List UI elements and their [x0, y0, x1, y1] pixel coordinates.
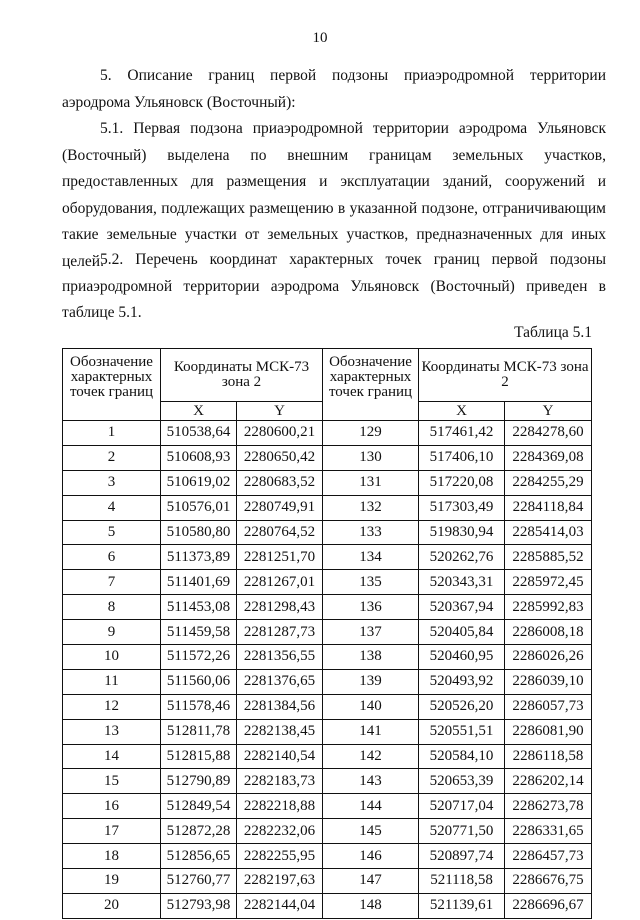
table-row: [63, 819, 592, 844]
cell-point-right: 129: [323, 421, 419, 446]
cell-x-left: 512811,78: [161, 719, 237, 744]
header-coords-left: Координаты МСК-73 зона 2: [161, 349, 323, 402]
cell-y-left: 2282255,95: [237, 844, 323, 869]
header-coords-right: Координаты МСК-73 зона 2: [419, 349, 592, 402]
cell-y-right: 2286696,67: [505, 893, 592, 918]
table-row: [63, 545, 592, 570]
cell-x-left: 511401,69: [161, 570, 237, 595]
cell-y-left: 2281251,70: [237, 545, 323, 570]
cell-x-right: 520653,39: [419, 769, 505, 794]
table-body: [63, 421, 592, 919]
cell-x-right: 517406,10: [419, 445, 505, 470]
cell-point-left: 12: [63, 694, 161, 719]
cell-y-right: 2286457,73: [505, 844, 592, 869]
table-row: [63, 421, 592, 446]
cell-y-left: 2280764,52: [237, 520, 323, 545]
cell-point-right: 146: [323, 844, 419, 869]
cell-y-right: 2286273,78: [505, 794, 592, 819]
table-row: [63, 869, 592, 894]
table-row: [63, 719, 592, 744]
cell-x-left: 512856,65: [161, 844, 237, 869]
cell-y-left: 2282197,63: [237, 869, 323, 894]
cell-y-left: 2281384,56: [237, 694, 323, 719]
cell-y-left: 2282138,45: [237, 719, 323, 744]
table-caption: Таблица 5.1: [514, 324, 592, 341]
table-row: [63, 520, 592, 545]
cell-x-right: 520460,95: [419, 645, 505, 670]
section-heading-text: 5. Описание границ первой подзоны приаэродромной территории аэродрома Ульяновск (Восточный):: [62, 67, 606, 111]
cell-x-left: 511373,89: [161, 545, 237, 570]
header-point-right: Обозначение характерных точек границ: [323, 349, 419, 421]
cell-y-left: 2281376,65: [237, 669, 323, 694]
cell-point-left: 5: [63, 520, 161, 545]
cell-x-left: 512872,28: [161, 819, 237, 844]
cell-y-right: 2286008,18: [505, 620, 592, 645]
cell-point-right: 135: [323, 570, 419, 595]
cell-point-right: 136: [323, 595, 419, 620]
cell-y-right: 2286026,26: [505, 645, 592, 670]
cell-point-right: 137: [323, 620, 419, 645]
cell-x-left: 512760,77: [161, 869, 237, 894]
cell-point-left: 4: [63, 495, 161, 520]
cell-y-left: 2281298,43: [237, 595, 323, 620]
cell-x-left: 512790,89: [161, 769, 237, 794]
cell-x-right: 519830,94: [419, 520, 505, 545]
table-row: [63, 620, 592, 645]
cell-x-right: 520367,94: [419, 595, 505, 620]
cell-y-right: 2285414,03: [505, 520, 592, 545]
cell-point-left: 13: [63, 719, 161, 744]
cell-point-left: 16: [63, 794, 161, 819]
cell-y-right: 2286331,65: [505, 819, 592, 844]
cell-y-left: 2282144,04: [237, 893, 323, 918]
cell-y-left: 2280600,21: [237, 421, 323, 446]
cell-x-left: 510608,93: [161, 445, 237, 470]
cell-point-right: 143: [323, 769, 419, 794]
cell-y-left: 2280749,91: [237, 495, 323, 520]
cell-y-right: 2285992,83: [505, 595, 592, 620]
cell-point-left: 10: [63, 645, 161, 670]
table-row: [63, 570, 592, 595]
cell-x-right: 520262,76: [419, 545, 505, 570]
cell-x-left: 510580,80: [161, 520, 237, 545]
table-row: [63, 470, 592, 495]
cell-y-left: 2282140,54: [237, 744, 323, 769]
cell-x-left: 511578,46: [161, 694, 237, 719]
cell-y-left: 2282218,88: [237, 794, 323, 819]
cell-point-right: 138: [323, 645, 419, 670]
cell-y-right: 2286118,58: [505, 744, 592, 769]
cell-point-left: 2: [63, 445, 161, 470]
cell-y-right: 2285885,52: [505, 545, 592, 570]
cell-x-left: 511453,08: [161, 595, 237, 620]
header-y-right: Y: [505, 402, 592, 421]
cell-point-left: 15: [63, 769, 161, 794]
cell-y-right: 2286057,73: [505, 694, 592, 719]
cell-x-right: 517303,49: [419, 495, 505, 520]
cell-point-right: 142: [323, 744, 419, 769]
cell-x-right: 521139,61: [419, 893, 505, 918]
cell-point-right: 140: [323, 694, 419, 719]
cell-point-right: 141: [323, 719, 419, 744]
cell-x-right: 520405,84: [419, 620, 505, 645]
cell-point-right: 131: [323, 470, 419, 495]
cell-point-left: 18: [63, 844, 161, 869]
cell-point-left: 19: [63, 869, 161, 894]
paragraph-5-2: [62, 247, 606, 327]
cell-y-right: 2284369,08: [505, 445, 592, 470]
cell-x-left: 510576,01: [161, 495, 237, 520]
cell-y-left: 2280683,52: [237, 470, 323, 495]
cell-point-left: 7: [63, 570, 161, 595]
cell-point-left: 3: [63, 470, 161, 495]
header-point-left: Обозначение характерных точек границ: [63, 349, 161, 421]
cell-x-right: 520551,51: [419, 719, 505, 744]
cell-x-right: 520343,31: [419, 570, 505, 595]
cell-x-right: 520897,74: [419, 844, 505, 869]
cell-point-right: 139: [323, 669, 419, 694]
cell-point-left: 8: [63, 595, 161, 620]
cell-point-right: 144: [323, 794, 419, 819]
table-row: [63, 769, 592, 794]
cell-point-right: 132: [323, 495, 419, 520]
cell-y-right: 2286676,75: [505, 869, 592, 894]
cell-x-right: 520584,10: [419, 744, 505, 769]
cell-y-left: 2282232,06: [237, 819, 323, 844]
cell-point-left: 11: [63, 669, 161, 694]
cell-y-left: 2281356,55: [237, 645, 323, 670]
cell-x-left: 510538,64: [161, 421, 237, 446]
cell-point-right: 134: [323, 545, 419, 570]
header-x-left: X: [161, 402, 237, 421]
cell-point-left: 17: [63, 819, 161, 844]
cell-point-right: 147: [323, 869, 419, 894]
cell-point-left: 14: [63, 744, 161, 769]
cell-x-left: 511572,26: [161, 645, 237, 670]
cell-point-right: 130: [323, 445, 419, 470]
table-row: [63, 445, 592, 470]
cell-y-right: 2284118,84: [505, 495, 592, 520]
cell-x-right: 520771,50: [419, 819, 505, 844]
page-number: 10: [312, 30, 328, 46]
header-x-right: X: [419, 402, 505, 421]
cell-y-right: 2284255,29: [505, 470, 592, 495]
cell-x-left: 512849,54: [161, 794, 237, 819]
header-y-left: Y: [237, 402, 323, 421]
cell-x-left: 511560,06: [161, 669, 237, 694]
cell-x-right: 520717,04: [419, 794, 505, 819]
cell-y-right: 2285972,45: [505, 570, 592, 595]
cell-x-right: 520493,92: [419, 669, 505, 694]
cell-point-right: 148: [323, 893, 419, 918]
coordinates-table: [62, 348, 592, 919]
cell-y-right: 2286039,10: [505, 669, 592, 694]
table-row: [63, 744, 592, 769]
cell-point-left: 9: [63, 620, 161, 645]
cell-x-left: 512815,88: [161, 744, 237, 769]
section-heading: [62, 63, 606, 116]
cell-x-right: 520526,20: [419, 694, 505, 719]
table-row: [63, 844, 592, 869]
cell-x-right: 517461,42: [419, 421, 505, 446]
cell-y-left: 2282183,73: [237, 769, 323, 794]
cell-point-right: 145: [323, 819, 419, 844]
cell-y-left: 2281287,73: [237, 620, 323, 645]
cell-point-left: 20: [63, 893, 161, 918]
cell-point-left: 1: [63, 421, 161, 446]
cell-x-left: 510619,02: [161, 470, 237, 495]
table-row: [63, 495, 592, 520]
cell-y-right: 2286202,14: [505, 769, 592, 794]
cell-x-right: 517220,08: [419, 470, 505, 495]
cell-point-right: 133: [323, 520, 419, 545]
table-row: [63, 669, 592, 694]
cell-x-left: 511459,58: [161, 620, 237, 645]
paragraph-5-1-text: 5.1. Первая подзона приаэродромной территории аэродрома Ульяновск (Восточный) выделена по внешним границам земельных участков, предоставленных для размещения и эксплуатации зданий, сооружений и оборудования, подлежащих размещению в указанной подзоне, отграничивающим такие земельные участки от земельных участков, предназначенных для иных целей.: [62, 120, 606, 270]
table-row: [63, 694, 592, 719]
cell-y-right: 2284278,60: [505, 421, 592, 446]
cell-y-right: 2286081,90: [505, 719, 592, 744]
cell-x-left: 512793,98: [161, 893, 237, 918]
paragraph-5-2-text: 5.2. Перечень координат характерных точек границ первой подзоны приаэродромной территории аэродрома Ульяновск (Восточный) приведен в таблице 5.1.: [62, 251, 606, 321]
table-row: [63, 893, 592, 918]
cell-x-right: 521118,58: [419, 869, 505, 894]
cell-y-left: 2280650,42: [237, 445, 323, 470]
table-row: [63, 645, 592, 670]
table-row: [63, 595, 592, 620]
cell-point-left: 6: [63, 545, 161, 570]
table-row: [63, 794, 592, 819]
cell-y-left: 2281267,01: [237, 570, 323, 595]
